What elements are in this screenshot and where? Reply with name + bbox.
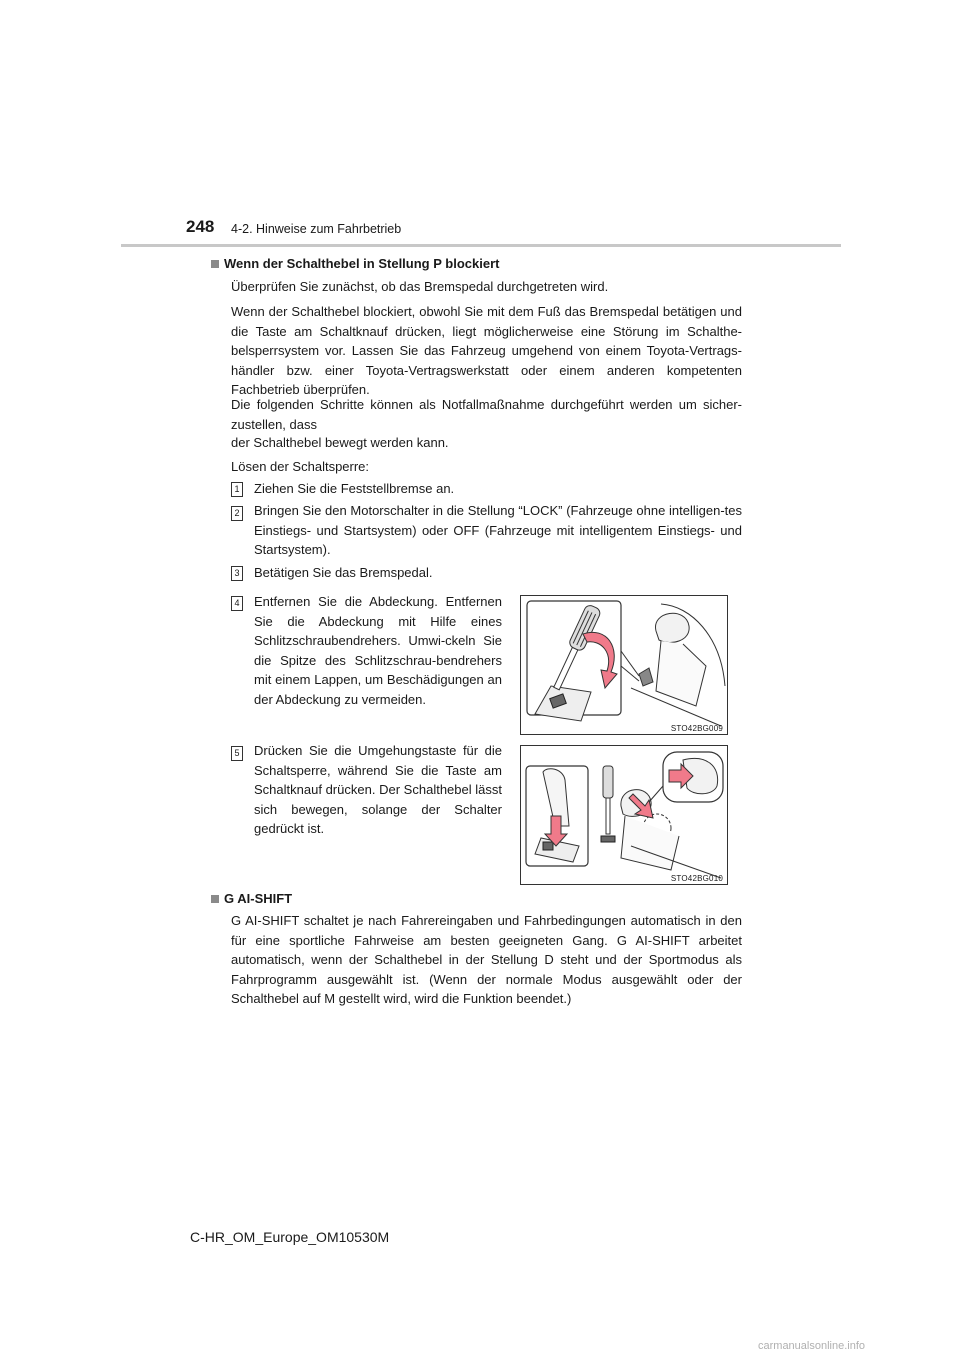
step-text: Ziehen Sie die Feststellbremse an.	[254, 481, 455, 496]
paragraph: Wenn der Schalthebel blockiert, obwohl Sie mit dem Fuß das Bremspedal betätigen und die Taste am Schaltknauf drücken, liegt möglicherweise eine Störung im Schalthe-belsperrsystem vor. Lassen Sie das Fahrzeug umgehend von einem Toyota-Vertrags-händler bzw. einer Toyota-Vertragswerkstatt oder einem anderen kompetenten Fachbetrieb überprüfen.	[231, 304, 742, 397]
step-number: 3	[231, 566, 243, 581]
heading-g-ai-shift	[211, 891, 292, 906]
paragraph: Lösen der Schaltsperre:	[231, 459, 370, 474]
illustration-screwdriver-cover	[521, 596, 727, 734]
step-text: Drücken Sie die Umgehungstaste für die Schaltsperre, während Sie die Taste am Schaltknauf drücken. Der Schalthebel lässt sich bewegen, solange der Schalter gedrückt ist.	[254, 743, 502, 836]
square-bullet-icon	[211, 895, 219, 903]
step-text: Entfernen Sie die Abdeckung. Entfernen Sie die Abdeckung mit Hilfe eines Schlitzschraubendrehers. Umwi-ckeln Sie die Spitze des Schlitzschrau-bendrehers mit einem Lappen, um Beschädigungen an der Abdeckung zu vermeiden.	[254, 594, 502, 707]
paragraph: Überprüfen Sie zunächst, ob das Bremspedal durchgetreten wird.	[231, 279, 609, 294]
square-bullet-icon	[211, 260, 219, 268]
step-text: Bringen Sie den Motorschalter in die Stellung “LOCK” (Fahrzeuge ohne intelligen-tes Einstiegs- und Startsystem) oder OFF (Fahrzeuge mit intelligentem Einstiegs- und Startsystem).	[254, 503, 742, 557]
heading-text: Wenn der Schalthebel in Stellung P blockiert	[224, 256, 500, 271]
paragraph: G AI-SHIFT schaltet je nach Fahrereingaben und Fahrbedingungen automatisch in den für eine sportliche Fahrweise am besten geeigneten Gang. G AI-SHIFT arbeitet automatisch, wenn der Schalthebel in der Stellung D steht und der Sportmodus als Fahrprogramm ausgewählt ist. (Wenn der normale Modus ausgewählt oder der Schalthebel auf M gestellt wird, wird die Funktion beendet.)	[231, 913, 742, 1006]
step-number: 2	[231, 506, 243, 521]
step-number: 5	[231, 746, 243, 761]
step-number: 4	[231, 596, 243, 611]
step-text: Betätigen Sie das Bremspedal.	[254, 565, 433, 580]
section-title: 4-2. Hinweise zum Fahrbetrieb	[231, 222, 402, 236]
figure-code: STO42BG009	[670, 724, 723, 733]
figure-shift-lock-override	[520, 745, 728, 885]
step-number: 1	[231, 482, 243, 497]
paragraph: der Schalthebel bewegt werden kann.	[231, 435, 449, 450]
heading-shift-lever-locked	[211, 256, 499, 271]
figure-code: STO42BG010	[670, 874, 723, 883]
figure-remove-cover	[520, 595, 728, 735]
paragraph: Die folgenden Schritte können als Notfallmaßnahme durchgeführt werden um sicher-zustellen, dass	[231, 397, 742, 432]
illustration-override-button	[521, 746, 727, 884]
watermark: carmanualsonline.info	[758, 1340, 866, 1352]
heading-text: G AI-SHIFT	[224, 891, 293, 906]
page-number: 248	[186, 217, 215, 236]
header-rule	[121, 244, 841, 247]
footer-doc-id: C-HR_OM_Europe_OM10530M	[190, 1229, 390, 1245]
